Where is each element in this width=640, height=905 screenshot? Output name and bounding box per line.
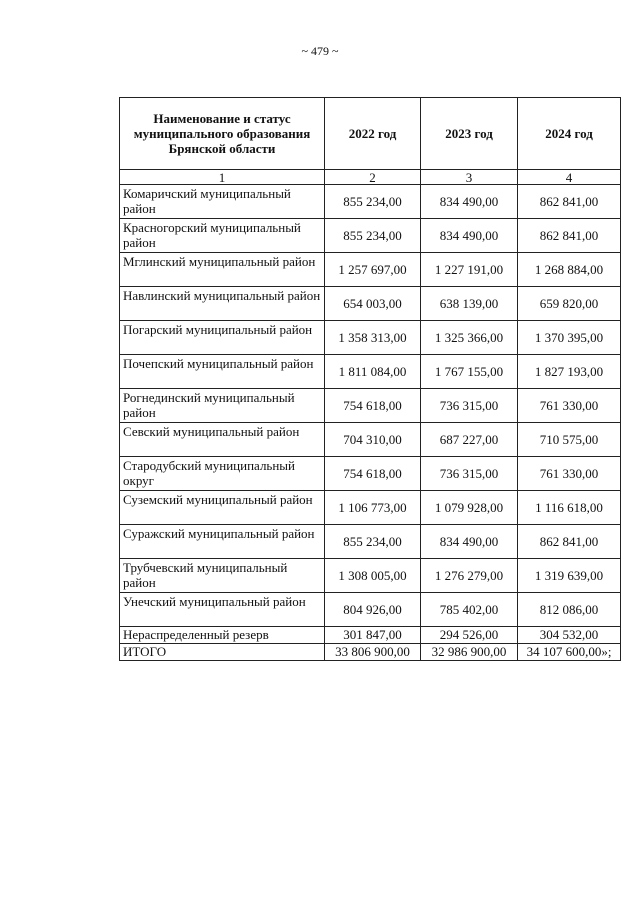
value-2023: 736 315,00 — [421, 457, 518, 491]
value-2023: 638 139,00 — [421, 287, 518, 321]
total-2024: 34 107 600,00»; — [518, 644, 621, 661]
value-2022: 855 234,00 — [325, 219, 421, 253]
value-2023: 1 079 928,00 — [421, 491, 518, 525]
header-2023: 2023 год — [421, 98, 518, 170]
value-2022: 855 234,00 — [325, 185, 421, 219]
value-2023: 736 315,00 — [421, 389, 518, 423]
total-2022: 33 806 900,00 — [325, 644, 421, 661]
value-2024: 304 532,00 — [518, 627, 621, 644]
municipality-name: Стародубский муниципальный округ — [120, 457, 325, 491]
header-2024: 2024 год — [518, 98, 621, 170]
header-municipality: Наименование и статус муниципального образования Брянской области — [120, 98, 325, 170]
value-2024: 1 268 884,00 — [518, 253, 621, 287]
municipality-name: Трубчевский муниципальный район — [120, 559, 325, 593]
table-header-row — [120, 98, 621, 170]
value-2024: 1 370 395,00 — [518, 321, 621, 355]
table-row — [120, 423, 621, 457]
value-2024: 1 116 618,00 — [518, 491, 621, 525]
municipality-name: Красногорский муниципальный район — [120, 219, 325, 253]
table-row — [120, 321, 621, 355]
value-2022: 704 310,00 — [325, 423, 421, 457]
value-2023: 834 490,00 — [421, 219, 518, 253]
value-2022: 754 618,00 — [325, 389, 421, 423]
page-number: ~ 479 ~ — [301, 44, 339, 58]
value-2024: 1 827 193,00 — [518, 355, 621, 389]
value-2023: 834 490,00 — [421, 185, 518, 219]
value-2024: 761 330,00 — [518, 457, 621, 491]
total-2023: 32 986 900,00 — [421, 644, 518, 661]
value-2024: 862 841,00 — [518, 525, 621, 559]
value-2024: 1 319 639,00 — [518, 559, 621, 593]
table-row — [120, 491, 621, 525]
value-2024: 812 086,00 — [518, 593, 621, 627]
value-2022: 754 618,00 — [325, 457, 421, 491]
value-2024: 761 330,00 — [518, 389, 621, 423]
table-row — [120, 185, 621, 219]
value-2022: 654 003,00 — [325, 287, 421, 321]
table-row — [120, 253, 621, 287]
municipality-name: Комаричский муниципальный район — [120, 185, 325, 219]
value-2023: 834 490,00 — [421, 525, 518, 559]
value-2023: 785 402,00 — [421, 593, 518, 627]
value-2023: 1 227 191,00 — [421, 253, 518, 287]
table-row — [120, 219, 621, 253]
municipality-name: Рогнединский муниципальный район — [120, 389, 325, 423]
value-2022: 301 847,00 — [325, 627, 421, 644]
column-number: 4 — [518, 170, 621, 185]
value-2023: 1 325 366,00 — [421, 321, 518, 355]
value-2022: 1 308 005,00 — [325, 559, 421, 593]
table-row — [120, 559, 621, 593]
value-2022: 1 358 313,00 — [325, 321, 421, 355]
table-row — [120, 355, 621, 389]
value-2022: 804 926,00 — [325, 593, 421, 627]
municipality-name: Суземский муниципальный район — [120, 491, 325, 525]
municipality-name: Погарский муниципальный район — [120, 321, 325, 355]
value-2022: 855 234,00 — [325, 525, 421, 559]
value-2024: 659 820,00 — [518, 287, 621, 321]
table-row — [120, 525, 621, 559]
table-row — [120, 389, 621, 423]
municipality-name: Суражский муниципальный район — [120, 525, 325, 559]
value-2023: 294 526,00 — [421, 627, 518, 644]
column-number-row — [120, 170, 621, 185]
value-2022: 1 106 773,00 — [325, 491, 421, 525]
table-row-total — [120, 644, 621, 661]
column-number: 3 — [421, 170, 518, 185]
value-2024: 862 841,00 — [518, 219, 621, 253]
table-row-reserve — [120, 627, 621, 644]
budget-table — [119, 97, 621, 661]
value-2023: 1 767 155,00 — [421, 355, 518, 389]
column-number: 1 — [120, 170, 325, 185]
table-row — [120, 593, 621, 627]
table-row — [120, 457, 621, 491]
municipality-name: Унечский муниципальный район — [120, 593, 325, 627]
value-2024: 710 575,00 — [518, 423, 621, 457]
municipality-name: Мглинский муниципальный район — [120, 253, 325, 287]
column-number: 2 — [325, 170, 421, 185]
value-2023: 687 227,00 — [421, 423, 518, 457]
value-2022: 1 811 084,00 — [325, 355, 421, 389]
municipality-name: Почепский муниципальный район — [120, 355, 325, 389]
value-2023: 1 276 279,00 — [421, 559, 518, 593]
value-2024: 862 841,00 — [518, 185, 621, 219]
municipality-name: Севский муниципальный район — [120, 423, 325, 457]
reserve-label: Нераспределенный резерв — [120, 627, 325, 644]
value-2022: 1 257 697,00 — [325, 253, 421, 287]
header-2022: 2022 год — [325, 98, 421, 170]
total-label: ИТОГО — [120, 644, 325, 661]
municipality-name: Навлинский муниципальный район — [120, 287, 325, 321]
table-row — [120, 287, 621, 321]
